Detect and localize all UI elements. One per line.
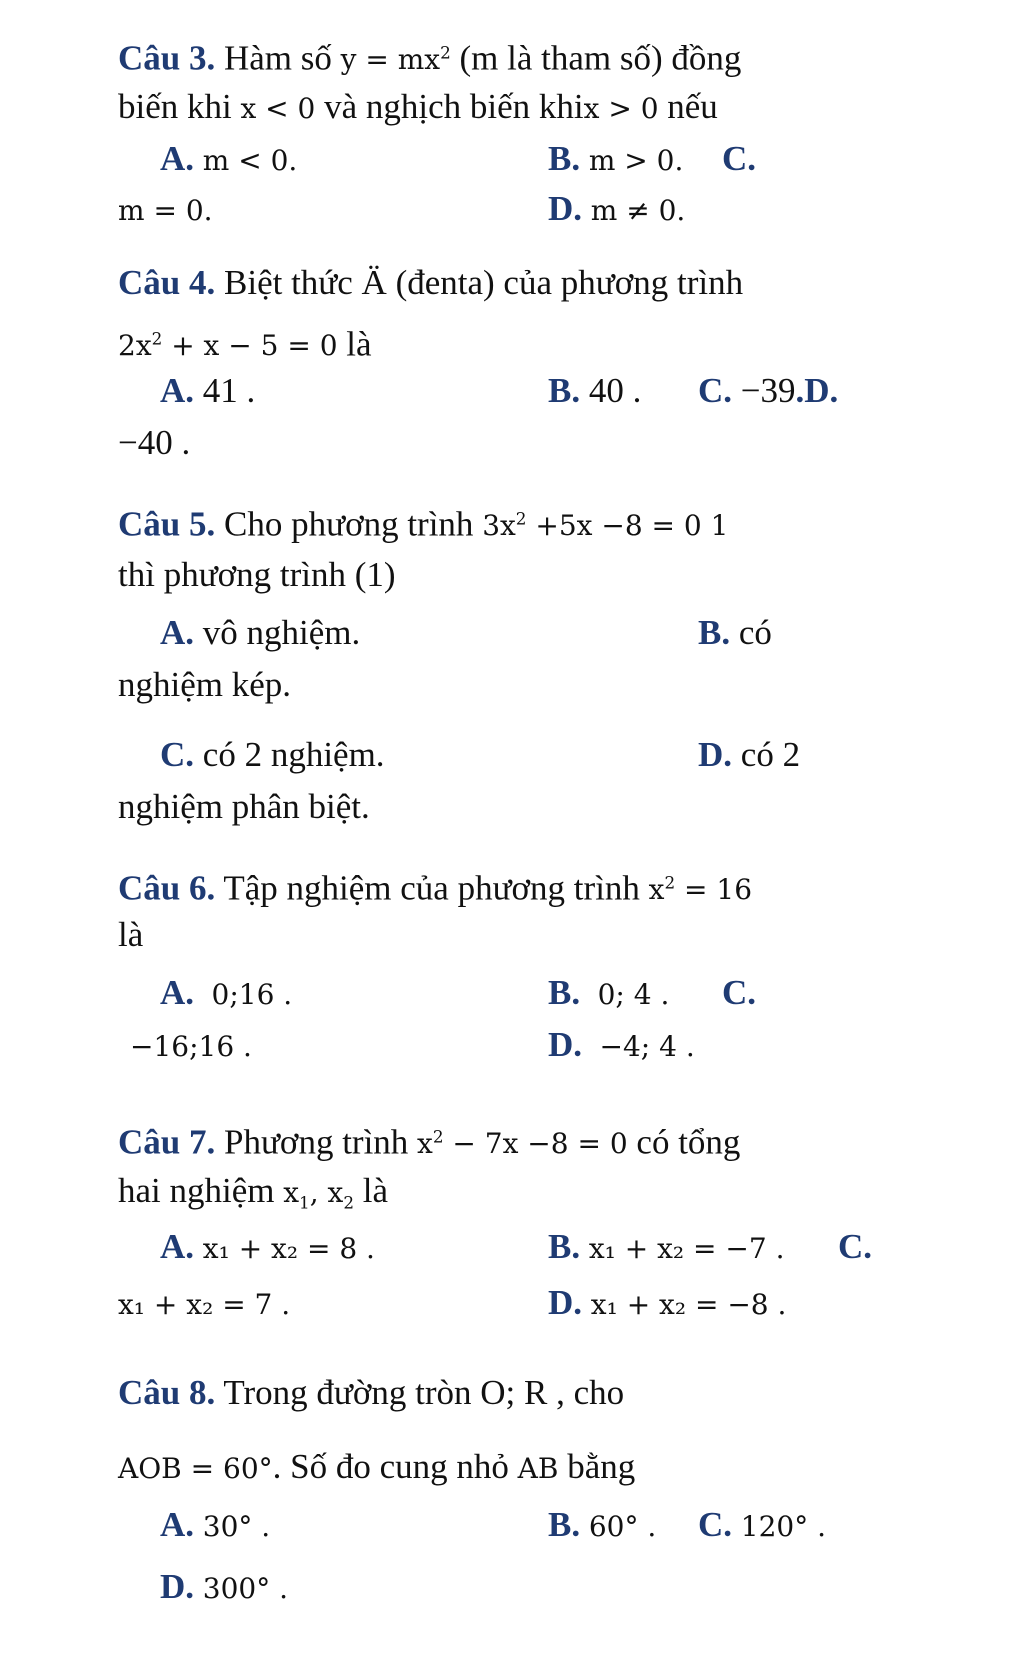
q8-line1: Câu 8. Trong đường tròn O; R , cho — [118, 1373, 625, 1412]
q3-option-c-label[interactable]: C. — [722, 139, 757, 178]
q3-option-d[interactable]: D. m ≠ 0. — [548, 189, 686, 228]
q6-line1: Câu 6. Tập nghiệm của phương trình $x^2 = 16$ — [118, 868, 753, 908]
q7-line1: Câu 7. Phương trình $x^2 - 7x -8 = 0$ có tổng — [118, 1122, 741, 1162]
q4-option-c[interactable]: C. −39.D. — [698, 371, 839, 410]
q7-line2: hai nghiệm $x_1$, $x_2$ là — [118, 1171, 389, 1213]
q3-line2: biến khi x < 0 và nghịch biến khix > 0 nếu — [118, 87, 718, 126]
q4-label: Câu 4. — [118, 263, 216, 302]
q4-line1: Câu 4. Biệt thức Ä (đenta) của phương trình — [118, 263, 744, 302]
q6-option-c-label[interactable]: C. — [722, 973, 757, 1012]
q6-option-d[interactable]: D. −4; 4 . — [548, 1025, 695, 1064]
q3-text1: Hàm số — [215, 38, 341, 78]
q8-option-a[interactable]: A. 30° . — [160, 1505, 271, 1544]
q3-text2: (m là tham số) đồng — [450, 38, 742, 78]
q3-line1 — [118, 32, 741, 81]
q6-option-c[interactable]: −16;16 . — [130, 1030, 252, 1063]
q5-option-a[interactable]: A. vô nghiệm. — [160, 613, 361, 652]
q5-option-b[interactable]: B. có — [698, 613, 772, 652]
q7-option-c-label[interactable]: C. — [838, 1227, 873, 1266]
q7-equation: $x^2 - 7x -8 = 0$ — [417, 1127, 628, 1161]
q4-option-b[interactable]: B. 40 . — [548, 371, 642, 410]
q8-label: Câu 8. — [118, 1373, 216, 1412]
q5-option-c[interactable]: C. có 2 nghiệm. — [160, 735, 385, 774]
q4-option-a[interactable]: A. 41 . — [160, 371, 256, 410]
q5-line2: thì phương trình (1) — [118, 555, 396, 594]
q3-cond2: x > 0 — [583, 92, 659, 125]
q6-equation: $x^2 = 16$ — [648, 873, 753, 907]
q3-option-c[interactable]: m = 0. — [118, 194, 213, 227]
q8-angle: AOB = 60° — [118, 1452, 273, 1485]
q5-line1: Câu 5. Cho phương trình $3x^2 +5x -8 = 0$ 1 — [118, 504, 729, 544]
q7-option-d[interactable]: D. x₁ + x₂ = −8 . — [548, 1283, 787, 1322]
q5-equation: $3x^2 +5x -8 = 0$ 1 — [482, 509, 729, 543]
q5-option-d[interactable]: D. có 2 — [698, 735, 801, 774]
q3-cond1: x < 0 — [240, 92, 316, 125]
q6-label: Câu 6. — [118, 868, 216, 908]
q8-arc: AB — [517, 1452, 559, 1485]
q6-option-a[interactable]: A. 0;16 . — [160, 973, 293, 1012]
q7-label: Câu 7. — [118, 1122, 216, 1162]
q8-line2: AOB = 60°. Số đo cung nhỏ AB bằng — [118, 1447, 636, 1486]
q5-label: Câu 5. — [118, 504, 216, 544]
q3-option-b[interactable]: B. m > 0. — [548, 139, 684, 178]
q5-option-d-cont[interactable]: nghiệm phân biệt. — [118, 787, 370, 826]
q4-option-d[interactable]: −40 . — [118, 423, 191, 462]
q8-option-c[interactable]: C. 120° . — [698, 1505, 827, 1544]
q3-label: Câu 3. — [118, 38, 216, 78]
q6-option-b[interactable]: B. 0; 4 . — [548, 973, 670, 1012]
q6-line2: là — [118, 915, 144, 954]
q5-option-b-cont[interactable]: nghiệm kép. — [118, 665, 292, 704]
q7-option-c[interactable]: x₁ + x₂ = 7 . — [118, 1288, 291, 1321]
q8-option-b[interactable]: B. 60° . — [548, 1505, 657, 1544]
q8-option-d[interactable]: D. 300° . — [160, 1567, 289, 1606]
q7-option-b[interactable]: B. x₁ + x₂ = −7 . — [548, 1227, 785, 1266]
q3-option-a[interactable]: A. m < 0. — [160, 139, 298, 178]
q4-line2: $2x^2 + x - 5 = 0$ là — [118, 324, 372, 364]
q7-option-a[interactable]: A. x₁ + x₂ = 8 . — [160, 1227, 375, 1266]
q3-formula: $y = mx^2$ — [340, 43, 451, 77]
q4-equation: $2x^2 + x - 5 = 0$ — [118, 329, 338, 363]
